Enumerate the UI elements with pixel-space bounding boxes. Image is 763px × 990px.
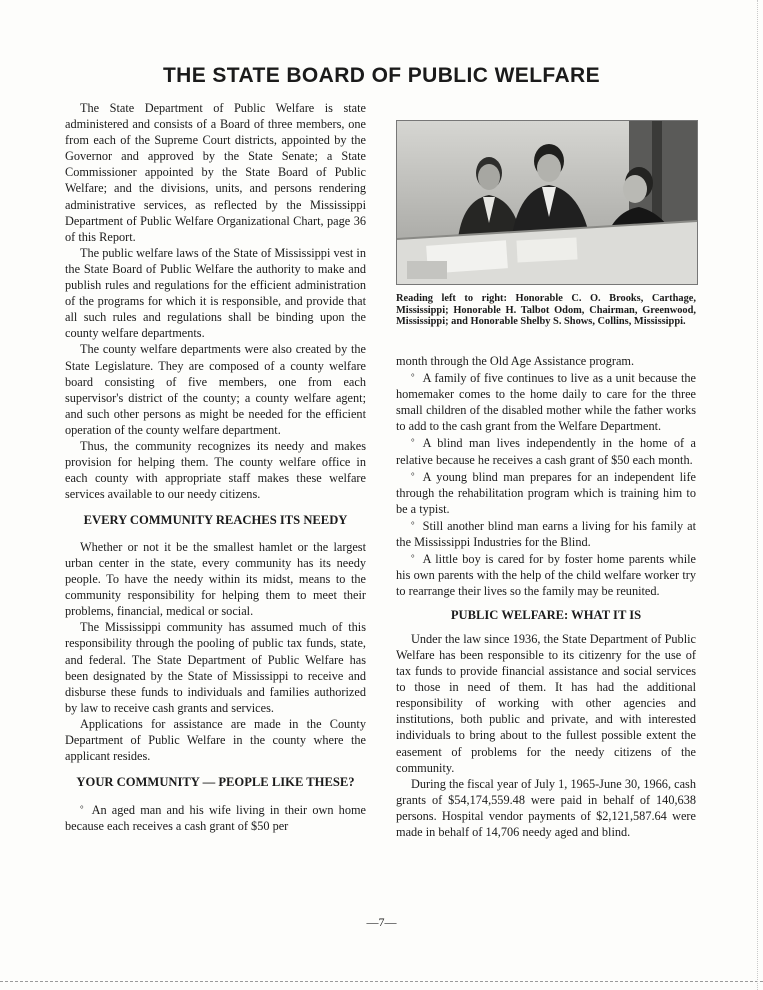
bullet-icon: ° <box>411 553 415 564</box>
intro-paragraph: The State Department of Public Welfare is state administered and consists of a Board of three members, one from each of the Supreme Court districts, appointed by the Governor and approved by the State Senate; a State Commissioner appointed by the State Board of Public Welfare; and the divisions, units, and persons rendering administrative services, as reflected by the Mississippi Department of Public Welfare Organizational Chart, page 36 of this Report. <box>65 101 366 244</box>
page-number: —7— <box>366 915 397 929</box>
case-item <box>396 369 696 434</box>
body-paragraph: During the fiscal year of July 1, 1965-June 30, 1966, cash grants of $54,174,559.48 were paid in behalf of 140,638 persons. Hospital vendor payments of $2,121,587.64 were made in behalf of 14,706 needy aged and blind. <box>396 776 696 840</box>
case-text: A blind man lives independently in the home of a relative because he receives a cash grant of $50 each month. <box>396 436 696 467</box>
case-item <box>396 434 696 467</box>
case-text: A young blind man prepares for an independent life through the rehabilitation program which is training him to be a typist. <box>396 469 696 516</box>
page-title: THE STATE BOARD OF PUBLIC WELFARE <box>162 64 601 87</box>
bullet-icon: ° <box>80 803 84 814</box>
right-edge-line <box>757 0 758 990</box>
case-text: A little boy is cared for by foster home parents while his own parents with the help of the child welfare worker try to rearrange their lives so the family may be reunited. <box>396 552 696 599</box>
photo-caption: Reading left to right: Honorable C. O. Brooks, Carthage, Mississippi; Honorable H. Talbot Odom, Chairman, Greenwood, Mississippi; and Honorable Shelby S. Shows, Collins, Mississippi. <box>396 293 696 328</box>
bullet-icon: ° <box>411 470 415 481</box>
photo-illustration <box>397 121 697 284</box>
intro-paragraph: The public welfare laws of the State of Mississippi vest in the State Board of Public Welfare the authority to make and publish rules and regulations for the efficient administration of the programs for which it is responsible, and provide that all such rules and regulations shall be binding upon the county welfare departments. <box>65 245 366 341</box>
board-members-photo <box>396 120 698 285</box>
case-item <box>396 550 696 599</box>
case-text: A family of five continues to live as a unit because the homemaker comes to the home daily to care for the three small children of the disabled mother while the father works to add to the cash grant from the Welfare Department. <box>396 371 696 434</box>
case-text: Still another blind man earns a living for his family at the Mississippi Industries for the Blind. <box>396 518 696 550</box>
body-paragraph: Whether or not it be the smallest hamlet or the largest urban center in the state, every community has its needy people. To have the needy within its midst, means to the community responsibility for helping them to meet their problems, financial, medical or social. <box>65 539 366 619</box>
case-item <box>396 468 696 517</box>
bullet-icon: ° <box>411 437 415 448</box>
section-heading-every-community: EVERY COMMUNITY REACHES ITS NEEDY <box>83 513 348 528</box>
bullet-icon: ° <box>411 372 415 383</box>
body-paragraph: The Mississippi community has assumed much of this responsibility through the pooling of public tax funds, state, and federal. The State Department of Public Welfare has been designated by the State of Mississippi to receive and disburse these funds to individuals and families authorized by law to receive cash grants and services. <box>65 620 366 715</box>
body-paragraph: Applications for assistance are made in the County Department of Public Welfare in the county where the applicant resides. <box>65 716 366 764</box>
section-heading-what-it-is: PUBLIC WELFARE: WHAT IT IS <box>450 608 642 623</box>
bottom-edge-line <box>0 981 763 982</box>
case-text: An aged man and his wife living in their own home because each receives a cash grant of $50 per <box>65 802 366 833</box>
intro-paragraph: Thus, the community recognizes its needy and makes provision for helping them. The county welfare office in each county with appropriate staff makes these welfare services available to our needy citizens. <box>65 438 366 502</box>
case-item <box>65 801 366 834</box>
case-continuation: month through the Old Age Assistance program. <box>396 354 635 368</box>
section-heading-your-community: YOUR COMMUNITY — PEOPLE LIKE THESE? <box>76 775 355 790</box>
intro-paragraph: The county welfare departments were also created by the State Legislature. They are composed of a county welfare board consisting of five members, one from each supervisor's district of the county; a county welfare agent; and such other persons as might be needed for the efficient operation of the county welfare department. <box>65 342 366 437</box>
left-column <box>65 100 366 834</box>
right-column <box>396 353 696 840</box>
body-paragraph: Under the law since 1936, the State Department of Public Welfare has been responsible to its citizenry for the use of tax funds to provide financial assistance and social services to those in need of them. It has had the additional responsibility of working with other agencies and institutions, both public and private, and with interested individuals to bring about to the fullest possible extent the easement of problems for the needy citizens of the community. <box>396 631 696 775</box>
case-item <box>396 517 696 550</box>
bullet-icon: ° <box>411 519 415 530</box>
